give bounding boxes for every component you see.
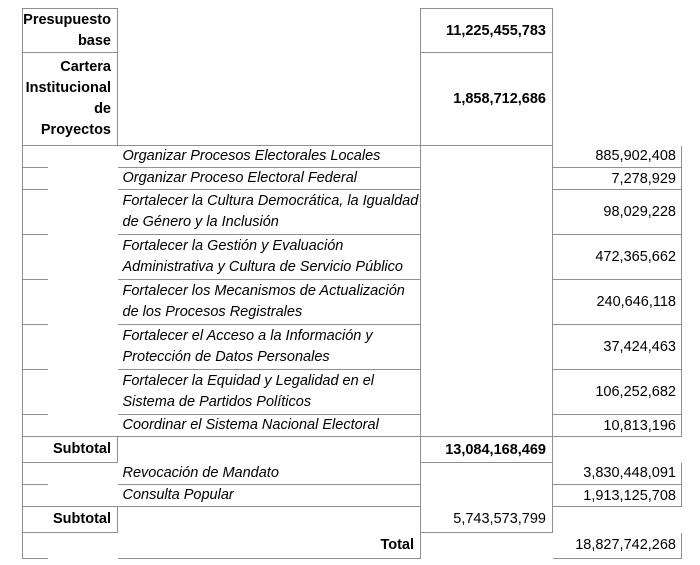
project-name: Protección de Datos Personales bbox=[122, 349, 330, 365]
label-line: base bbox=[77, 32, 111, 49]
stub-cell bbox=[23, 370, 48, 415]
project-value: 240,646,118 bbox=[553, 280, 682, 325]
table-row bbox=[23, 370, 682, 415]
project-name: Revocación de Mandato bbox=[122, 464, 279, 481]
label-line: Cartera bbox=[60, 59, 111, 75]
project-value: 472,365,662 bbox=[553, 235, 682, 280]
label-line: Proyectos bbox=[40, 122, 111, 138]
table-row bbox=[23, 437, 682, 463]
empty-cell bbox=[48, 280, 118, 325]
empty-cell bbox=[48, 485, 118, 507]
project-name-cell bbox=[118, 370, 421, 415]
project-value: 10,813,196 bbox=[553, 415, 682, 437]
project-name-cell bbox=[118, 146, 421, 168]
project-value: 106,252,682 bbox=[553, 370, 682, 415]
table-row bbox=[23, 325, 682, 370]
empty-cell bbox=[48, 533, 118, 559]
table-row bbox=[23, 53, 682, 146]
empty-cell bbox=[553, 507, 682, 533]
project-value: 885,902,408 bbox=[553, 146, 682, 168]
value-subtotal-2: 5,743,573,799 bbox=[421, 507, 553, 533]
table-row bbox=[23, 146, 682, 168]
table-row bbox=[23, 507, 682, 533]
project-name: Administrativa y Cultura de Servicio Público bbox=[122, 259, 403, 275]
project-name-cell bbox=[118, 235, 421, 280]
table-row bbox=[23, 235, 682, 280]
project-value: 7,278,929 bbox=[553, 168, 682, 190]
project-name: de los Procesos Registrales bbox=[122, 304, 303, 320]
project-name: Consulta Popular bbox=[122, 487, 234, 503]
table-row bbox=[23, 415, 682, 437]
table-row bbox=[23, 280, 682, 325]
label-subtotal-1: Subtotal bbox=[23, 437, 118, 463]
table-row bbox=[23, 9, 682, 53]
value-presupuesto-base: 11,225,455,783 bbox=[421, 9, 553, 53]
project-name-cell bbox=[118, 463, 421, 485]
label-line: Presupuesto bbox=[23, 11, 111, 28]
empty-cell bbox=[48, 168, 118, 190]
projects-merged-cell bbox=[421, 146, 553, 437]
project-name-cell bbox=[118, 485, 421, 507]
empty-cell bbox=[553, 53, 682, 146]
project-name: Fortalecer el Acceso a la Información y bbox=[122, 328, 373, 344]
stub-cell bbox=[23, 533, 48, 559]
stub-cell bbox=[23, 463, 48, 485]
empty-cell bbox=[48, 415, 118, 437]
empty-cell bbox=[48, 370, 118, 415]
table-row bbox=[23, 463, 682, 485]
project-name-cell bbox=[118, 325, 421, 370]
stub-cell bbox=[23, 190, 48, 235]
table-row bbox=[23, 168, 682, 190]
stub-cell bbox=[23, 235, 48, 280]
project-name: de Género y la Inclusión bbox=[122, 214, 279, 230]
label-line: de bbox=[94, 101, 111, 117]
table-row bbox=[23, 533, 682, 559]
empty-cell bbox=[48, 235, 118, 280]
empty-cell bbox=[118, 437, 421, 463]
project-name: Fortalecer la Cultura Democrática, la Igualdad bbox=[122, 193, 419, 209]
project-name: Sistema de Partidos Políticos bbox=[122, 394, 312, 410]
value-cartera-institucional: 1,858,712,686 bbox=[421, 53, 553, 146]
empty-cell bbox=[48, 146, 118, 168]
empty-cell bbox=[48, 325, 118, 370]
project-value: 3,830,448,091 bbox=[553, 463, 682, 485]
empty-cell bbox=[118, 53, 421, 146]
empty-cell bbox=[118, 507, 421, 533]
label-line: Institucional bbox=[25, 80, 111, 96]
project-name-cell bbox=[118, 280, 421, 325]
stub-cell bbox=[23, 485, 48, 507]
project-name-cell bbox=[118, 190, 421, 235]
label-cartera-institucional bbox=[23, 53, 118, 146]
label-subtotal-2: Subtotal bbox=[23, 507, 118, 533]
table-row bbox=[23, 190, 682, 235]
empty-cell bbox=[48, 463, 118, 485]
label-presupuesto-base bbox=[23, 9, 118, 53]
project-name: Organizar Procesos Electorales Locales bbox=[122, 148, 381, 164]
project-name: Fortalecer los Mecanismos de Actualización bbox=[122, 283, 405, 299]
project-value: 98,029,228 bbox=[553, 190, 682, 235]
special-merged-cell bbox=[421, 463, 553, 507]
stub-cell bbox=[23, 146, 48, 168]
stub-cell bbox=[23, 280, 48, 325]
stub-cell bbox=[23, 325, 48, 370]
value-total: 18,827,742,268 bbox=[553, 533, 682, 559]
value-subtotal-1: 13,084,168,469 bbox=[421, 437, 553, 463]
project-value: 1,913,125,708 bbox=[553, 485, 682, 507]
label-total: Total bbox=[118, 533, 421, 559]
project-value: 37,424,463 bbox=[553, 325, 682, 370]
table-row bbox=[23, 485, 682, 507]
empty-cell bbox=[48, 190, 118, 235]
project-name: Organizar Proceso Electoral Federal bbox=[122, 170, 358, 186]
project-name: Fortalecer la Gestión y Evaluación bbox=[122, 238, 344, 254]
stub-cell bbox=[23, 168, 48, 190]
project-name-cell bbox=[118, 168, 421, 190]
stub-cell bbox=[23, 415, 48, 437]
project-name-cell bbox=[118, 415, 421, 437]
project-name: Coordinar el Sistema Nacional Electoral bbox=[122, 417, 379, 433]
empty-cell bbox=[553, 437, 682, 463]
empty-cell bbox=[421, 533, 553, 559]
empty-cell bbox=[553, 9, 682, 53]
empty-cell bbox=[118, 9, 421, 53]
project-name: Fortalecer la Equidad y Legalidad en el bbox=[122, 373, 374, 389]
budget-table bbox=[22, 8, 682, 559]
